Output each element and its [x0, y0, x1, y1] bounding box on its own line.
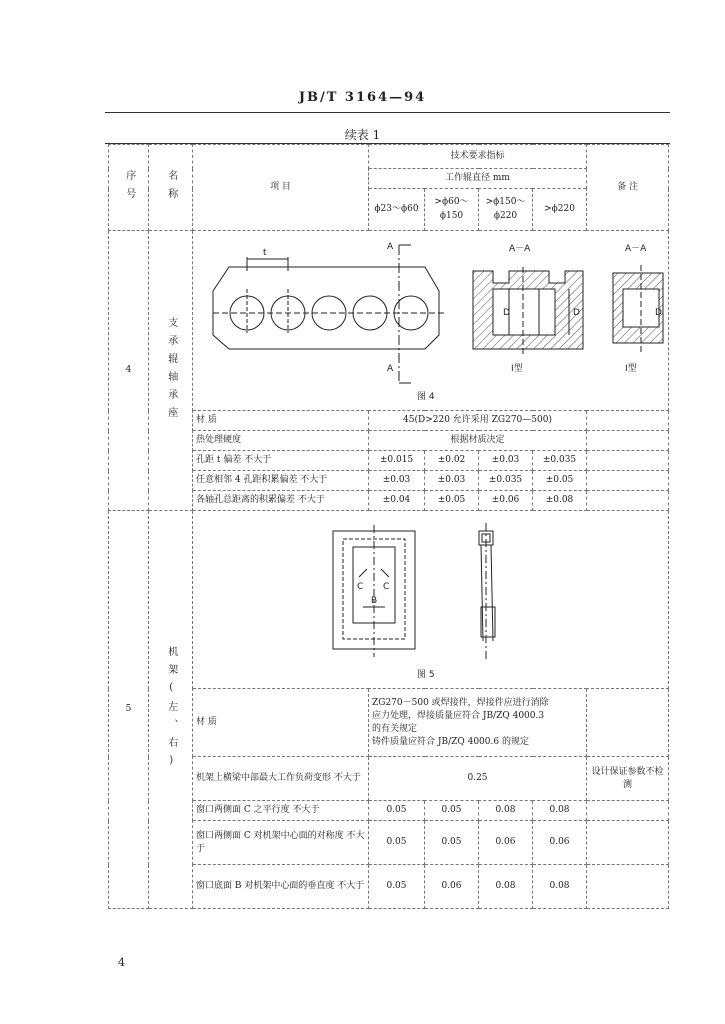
bore-diameter-header: 工作辊直径 mm [369, 169, 587, 189]
figure-5-cell [193, 511, 669, 689]
row5-deform-remark: 设计保证参数不检测 [587, 757, 669, 801]
table-cell: 0.08 [479, 865, 533, 909]
col-item-header: 项 目 [193, 145, 369, 231]
row4-material-remark [587, 411, 669, 431]
row4-name: 支承辊轴承座 [149, 231, 193, 511]
table-cell: 0.06 [425, 865, 479, 909]
table-cell: ±0.05 [533, 471, 587, 491]
row4-hardness-remark [587, 431, 669, 451]
table-cell [587, 801, 669, 821]
table-cell: ±0.05 [425, 491, 479, 511]
figure-4-cell [193, 231, 669, 411]
fig5-label-c2: C [383, 582, 390, 593]
table-cell [587, 491, 669, 511]
page-number: 4 [118, 956, 125, 969]
table-cell: ±0.06 [479, 491, 533, 511]
fig4-caption: 图 4 [417, 392, 435, 402]
table-cell: 0.08 [479, 801, 533, 821]
table-cell: 0.05 [425, 821, 479, 865]
row5-name: 机架(左、右) [149, 511, 193, 909]
row5-deform-item: 机架上横梁中部最大工作负荷变形 不大于 [193, 757, 369, 801]
row4-hardness-item: 热处理硬度 [193, 431, 369, 451]
table-cell: 0.06 [533, 821, 587, 865]
table-cell: ±0.035 [533, 451, 587, 471]
row4-seq: 4 [109, 231, 149, 511]
header-rule [105, 112, 670, 113]
row4-material-item: 材 质 [193, 411, 369, 431]
table-cell [587, 865, 669, 909]
row5-material-remark [587, 689, 669, 757]
row4-adjacent-item: 任意相邻 4 孔距积累偏差 不大于 [193, 471, 369, 491]
fig4-label-type1: I型 [511, 364, 523, 374]
dia-range-4: >ϕ220 [533, 189, 587, 231]
table-cell: ±0.015 [369, 451, 425, 471]
col-name-header: 名称 [149, 145, 193, 231]
table-cell: 0.08 [533, 801, 587, 821]
fig4-label-d3: D [655, 308, 662, 318]
dia-range-3: >ϕ150～ϕ220 [479, 189, 533, 231]
table-cell: ±0.02 [425, 451, 479, 471]
fig5-label-c1: C [357, 582, 364, 593]
row4-total-item: 各轴孔总距离的积累偏差 不大于 [193, 491, 369, 511]
row4-material-value: 45(D>220 允许采用 ZG270—500) [369, 411, 587, 431]
table-cell [587, 451, 669, 471]
fig4-label-t: t [263, 248, 267, 258]
table-cell: 0.05 [369, 865, 425, 909]
table-cell: ±0.03 [479, 451, 533, 471]
figure-5-drawing [193, 511, 668, 683]
row4-hardness-value: 根据材质决定 [369, 431, 587, 451]
table-cell [587, 471, 669, 491]
row5-perpendicular-item: 窗口底面 B 对机架中心面的垂直度 不大于 [193, 865, 369, 909]
fig5-caption: 图 5 [417, 670, 435, 681]
table-cell: 0.06 [479, 821, 533, 865]
table-cell: ±0.035 [479, 471, 533, 491]
table-cell: ±0.03 [425, 471, 479, 491]
table-cell: 0.05 [369, 801, 425, 821]
table-cell: ±0.08 [533, 491, 587, 511]
table-cell [587, 821, 669, 865]
table-cell: ±0.04 [369, 491, 425, 511]
figure-4-drawing [193, 231, 668, 405]
fig5-label-b: B [371, 596, 378, 607]
fig4-label-aa1: A－A [509, 244, 531, 254]
row5-deform-value: 0.25 [369, 757, 587, 801]
table-cell: ±0.03 [369, 471, 425, 491]
fig4-label-aa2: A－A [625, 244, 647, 254]
table-cell: 0.05 [425, 801, 479, 821]
fig4-label-d2: D [573, 308, 580, 318]
continued-table-title: 续表 1 [344, 128, 381, 142]
dia-range-2: >ϕ60～ϕ150 [425, 189, 479, 231]
row5-parallel-item: 窗口两侧面 C 之平行度 不大于 [193, 801, 369, 821]
tech-req-header: 技术要求指标 [369, 145, 587, 169]
row4-pitch-item: 孔距 t 偏差 不大于 [193, 451, 369, 471]
dia-range-1: ϕ23～ϕ60 [369, 189, 425, 231]
fig4-label-d1: D [503, 308, 510, 318]
row5-material-text: ZG270－500 或焊接件，焊接件应进行消除 应力处理，焊接质量应符合 JB/ZQ 4000.3 的有关规定 铸件质量应符合 JB/ZQ 4000.6 的规定 [369, 689, 587, 757]
row5-seq: 5 [109, 511, 149, 909]
row5-symmetry-item: 窗口两侧面 C 对机架中心面的对称度 不大于 [193, 821, 369, 865]
col-remark-header: 备 注 [587, 145, 669, 231]
fig4-label-type2: Ⅰ型 [625, 364, 637, 374]
table-cell: 0.08 [533, 865, 587, 909]
standard-number: JB/T 3164—94 [298, 90, 427, 105]
row5-material-item: 材 质 [193, 689, 369, 757]
spec-table [108, 144, 669, 909]
table-cell: 0.05 [369, 821, 425, 865]
col-seq-header: 序号 [109, 145, 149, 231]
fig4-label-a-top: A [387, 242, 394, 252]
fig4-label-a-bottom: A [387, 364, 394, 374]
